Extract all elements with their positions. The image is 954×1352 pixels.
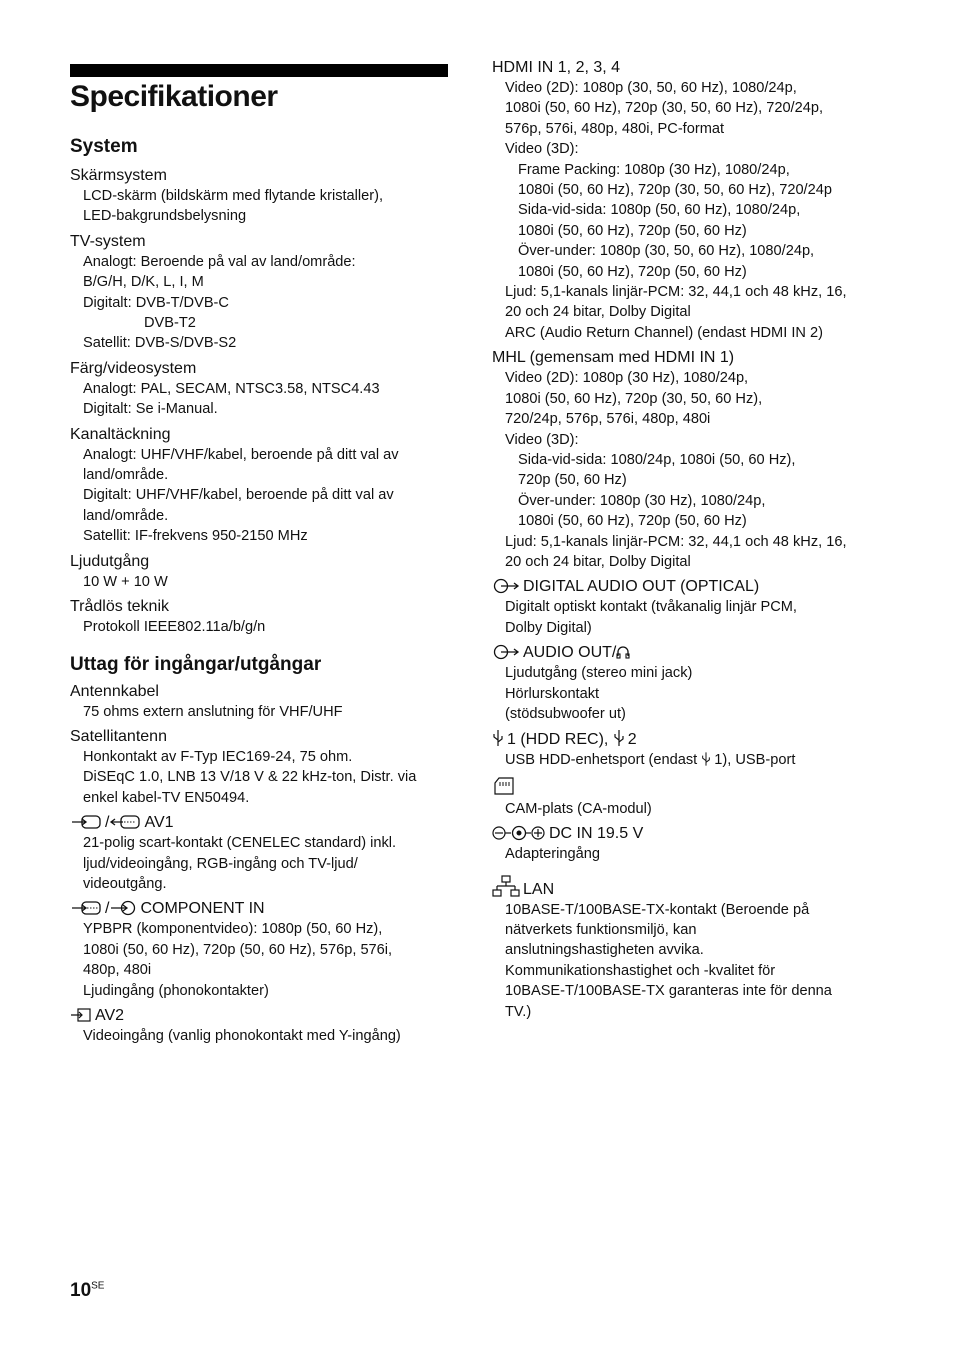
scart-out-icon [109,814,141,830]
left-column [70,136,448,1046]
kanal-label: Kanaltäckning [70,425,171,443]
spec-line: ARC (Audio Return Channel) (endast HDMI IN 2) [505,324,823,341]
component-label: COMPONENT IN [140,900,265,918]
page-language: SE [91,1280,105,1292]
spec-line: Över-under: 1080p (30 Hz), 1080/24p, [518,492,766,509]
spec-line: 720/24p, 576p, 576i, 480p, 480i [505,411,711,428]
spec-line: Hörlurskontakt [505,685,600,702]
dc-label: DC IN 19.5 V [549,825,644,843]
component-row: / COMPONENT IN [70,899,448,919]
spec-line: Analogt: Beroende på val av land/område: [83,253,356,270]
spec-line [492,750,872,770]
mhl-label: MHL (gemensam med HDMI IN 1) [492,349,735,367]
spec-line: B/G/H, D/K, L, I, M [83,274,204,291]
spec-line: Adapteringång [505,846,600,863]
page-title: Specifikationer [70,80,278,113]
spec-line: ljud/videoingång, RGB-ingång och TV-ljud/ [83,855,358,872]
scart-in-icon [70,900,102,916]
skarm-label: Skärmsystem [70,167,167,184]
right-column [492,58,872,1022]
page-number-value: 10 [70,1280,92,1301]
spec-line: 1080i (50, 60 Hz), 720p (50, 60 Hz), 576p, 576i, [83,941,393,958]
audio-out-icon [492,644,520,660]
spec-line: Video (3D): [505,431,579,448]
usb-row [492,729,872,750]
spec-line: TV.) [505,1003,532,1020]
spec-line: land/område. [83,507,169,524]
optical-row [492,577,872,597]
spec-line: LCD-skärm (bildskärm med flytande kristaller), [83,188,384,204]
spec-line: Ljud: 5,1-kanals linjär-PCM: 32, 44,1 och 48 kHz, 16, [505,533,847,550]
spec-line: Ljudingång (phonokontakter) [83,982,269,999]
spec-line: 1080i (50, 60 Hz), 720p (50, 60 Hz) [518,263,747,280]
spec-line: 10BASE-T/100BASE-TX garanteras inte för denna [505,983,832,1000]
spec-line: Satellit: IF-frekvens 950-2150 MHz [83,528,308,545]
ljud-label: Ljudutgång [70,552,150,570]
spec-line: enkel kabel-TV EN50494. [83,789,250,806]
spec-line: 21-polig scart-kontakt (CENELEC standard) inkl. [83,835,397,852]
spec-line: nätverkets funktionsmiljö, kan [505,922,697,938]
lan-label: LAN [523,880,555,898]
usb-label: 2 [627,731,637,749]
audio-out-label: AUDIO OUT/ [523,644,617,662]
antenn-label: Antennkabel [70,682,159,700]
spec-line: Digitalt: UHF/VHF/kabel, beroende på ditt val av [83,487,394,504]
scart-in-icon [70,814,102,830]
spec-line: 75 ohms extern anslutning för VHF/UHF [83,703,343,720]
lan-row [492,875,872,900]
component-in-icon [109,900,137,916]
farg-label: Färg/videosystem [70,359,197,377]
av1-row: / AV1 [70,813,448,833]
usb-icon [701,751,711,767]
spec-line: Videoingång (vanlig phonokontakt med Y-ingång) [83,1027,401,1044]
spec-line: Dolby Digital) [505,619,592,636]
io-heading: Uttag för ingångar/utgångar [70,653,322,675]
spec-line: 1080i (50, 60 Hz), 720p (50, 60 Hz) [518,513,747,530]
spec-line: Video (3D): [505,141,579,158]
spec-line: videoutgång. [83,875,167,892]
usb-label: 1 (HDD REC), [507,731,613,749]
spec-line: 20 och 24 bitar, Dolby Digital [505,553,691,570]
spec-line: 720p (50, 60 Hz) [518,472,627,489]
tv-label: TV-system [70,232,146,250]
usb-text: USB HDD-enhetsport (endast [505,752,702,769]
usb-icon [492,729,504,747]
spec-line: 1080i (50, 60 Hz), 720p (50, 60 Hz) [518,222,747,239]
spec-line: Digitalt optiskt kontakt (tvåkanalig linjär PCM, [505,599,797,616]
headphones-icon [616,644,630,660]
spec-line: 576p, 576i, 480p, 480i, PC-format [505,120,725,137]
optical-label: DIGITAL AUDIO OUT (OPTICAL) [523,578,760,596]
title-rule [70,64,448,77]
tradlos-label: Trådlös teknik [70,598,169,616]
spec-line: 10BASE-T/100BASE-TX-kontakt (Beroende på [505,901,810,918]
spec-line: 20 och 24 bitar, Dolby Digital [505,304,691,321]
spec-line: Satellit: DVB-S/DVB-S2 [83,335,237,352]
spec-line: anslutningshastigheten avvika. [505,942,704,959]
optical-out-icon [492,578,520,594]
page-number [70,1280,104,1302]
spec-line: Sida-vid-sida: 1080p (50, 60 Hz), 1080/24p, [518,202,801,219]
spec-line: Video (2D): 1080p (30 Hz), 1080/24p, [505,370,749,387]
audio-out-row [492,643,872,663]
spec-line: (stödsubwoofer ut) [505,705,626,722]
usb-text: 1), USB-port [714,752,796,769]
cam-slot-icon [492,776,516,796]
av1-label: AV1 [144,814,174,832]
spec-line: 1080i (50, 60 Hz), 720p (30, 50, 60 Hz), 720/24p [518,182,832,199]
spec-line: 1080i (50, 60 Hz), 720p (30, 50, 60 Hz), 720/24p, [505,100,824,117]
dc-polarity-icon [492,825,546,841]
spec-line: CAM-plats (CA-modul) [505,800,652,817]
video-in-icon [70,1007,92,1023]
spec-line: Sida-vid-sida: 1080/24p, 1080i (50, 60 Hz), [518,451,796,468]
cam-row [492,776,872,799]
spec-line: DVB-T2 [144,315,196,332]
spec-line: Digitalt: Se i-Manual. [83,401,218,418]
spec-line: land/område. [83,467,169,484]
spec-line: Över-under: 1080p (30, 50, 60 Hz), 1080/24p, [518,243,815,260]
spec-line: YPBPR (komponentvideo): 1080p (50, 60 Hz), [83,921,383,938]
spec-line: 1080i (50, 60 Hz), 720p (30, 50, 60 Hz), [505,390,763,407]
spec-line: Digitalt: DVB-T/DVB-C [83,294,229,311]
spec-line: Ljud: 5,1-kanals linjär-PCM: 32, 44,1 och 48 kHz, 16, [505,284,847,301]
spec-line: Kommunikationshastighet och -kvalitet för [505,962,776,979]
network-icon [492,875,520,897]
spec-line: Ljudutgång (stereo mini jack) [505,665,693,682]
spec-line: Video (2D): 1080p (30, 50, 60 Hz), 1080/24p, [505,80,797,96]
spec-line: 10 W + 10 W [83,573,168,590]
hdmi-label: HDMI IN 1, 2, 3, 4 [492,59,621,76]
spec-line: Analogt: UHF/VHF/kabel, beroende på ditt val av [83,446,399,463]
spec-line: Analogt: PAL, SECAM, NTSC3.58, NTSC4.43 [83,380,380,397]
spec-line: DiSEqC 1.0, LNB 13 V/18 V & 22 kHz-ton, Distr. via [83,769,417,786]
usb-icon [613,729,625,747]
dc-row [492,824,872,844]
system-heading: System [70,136,138,157]
spec-line: Honkontakt av F-Typ IEC169-24, 75 ohm. [83,748,353,765]
satellit-label: Satellitantenn [70,727,167,745]
spec-line: 480p, 480i [83,962,152,979]
spec-line: Protokoll IEEE802.11a/b/g/n [83,619,266,636]
av2-row [70,1006,448,1026]
spec-line: Frame Packing: 1080p (30 Hz), 1080/24p, [518,161,790,178]
spec-line: LED-bakgrundsbelysning [83,208,247,225]
av2-label: AV2 [95,1006,125,1024]
